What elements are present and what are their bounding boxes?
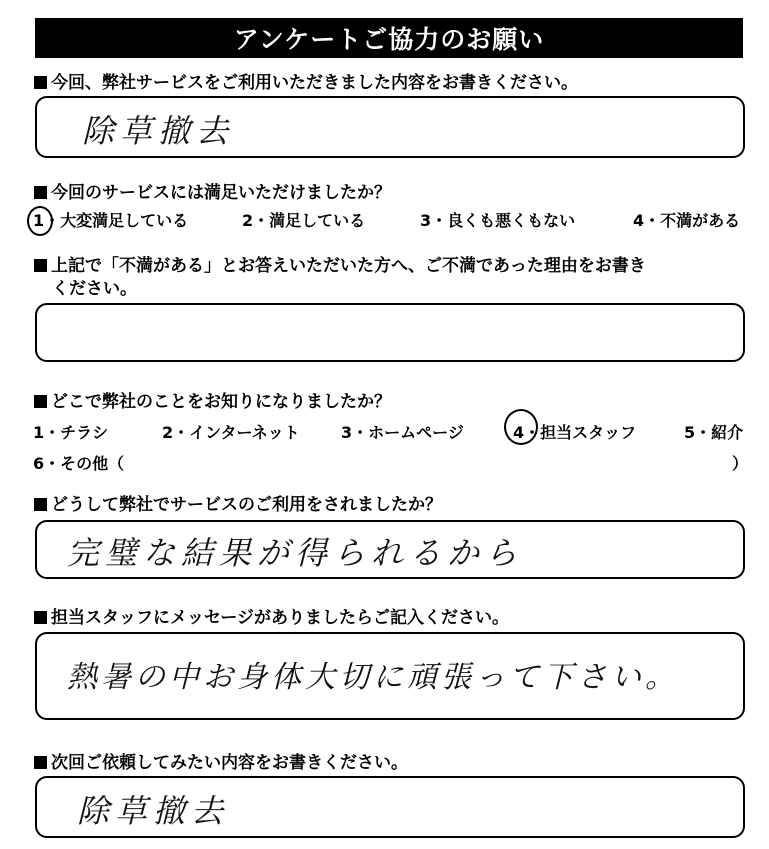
satisfaction-option-1[interactable]: 1・大変満足している (33, 211, 189, 230)
question-1-label: 今回、弊社サービスをご利用いただきました内容をお書きください。 (51, 73, 578, 93)
answer-box-3[interactable] (35, 303, 745, 362)
answer-box-1[interactable] (35, 96, 745, 158)
question-4-label: どこで弊社のことをお知りになりましたか？ (51, 392, 391, 412)
survey-title: アンケートご協力のお願い (35, 18, 743, 58)
satisfaction-option-3[interactable]: 3・良くも悪くもない (420, 211, 576, 230)
source-option-2[interactable]: 2・インターネット (162, 423, 300, 442)
satisfaction-option-2[interactable]: 2・満足している (242, 211, 366, 230)
square-bullet-icon (34, 611, 47, 624)
square-bullet-icon (34, 186, 47, 199)
answer-1-handwriting: 除草撤去 (82, 112, 235, 150)
answer-5-handwriting: 完璧な結果が得られるから (67, 534, 524, 572)
satisfaction-option-4[interactable]: 4・不満がある (633, 211, 741, 230)
answer-box-6[interactable] (35, 632, 745, 720)
question-5 (34, 490, 442, 515)
source-option-3[interactable]: 3・ホームページ (341, 423, 464, 442)
question-1 (34, 68, 578, 93)
question-7 (34, 748, 408, 773)
answer-box-7[interactable] (35, 776, 745, 838)
square-bullet-icon (34, 756, 47, 769)
source-option-other-close: ） (732, 454, 749, 473)
question-5-label: どうして弊社でサービスのご利用をされましたか？ (51, 495, 442, 515)
source-option-other[interactable]: 6・その他（ (33, 454, 125, 473)
source-option-1[interactable]: 1・チラシ (33, 423, 109, 442)
answer-box-5[interactable] (35, 520, 745, 579)
square-bullet-icon (34, 259, 47, 272)
question-2-label: 今回のサービスには満足いただけましたか？ (51, 183, 391, 203)
question-2 (34, 178, 391, 203)
question-6-label: 担当スタッフにメッセージがありましたらご記入ください。 (51, 608, 509, 628)
question-4 (34, 387, 391, 412)
square-bullet-icon (34, 395, 47, 408)
source-option-4[interactable]: 4・担当スタッフ (513, 423, 637, 442)
question-3-label-line1: 上記で「不満がある」とお答えいただいた方へ、ご不満であった理由をお書き (51, 256, 646, 276)
question-3-line2: ください。 (52, 279, 137, 299)
question-6 (34, 603, 509, 628)
question-3 (34, 251, 646, 276)
square-bullet-icon (34, 76, 47, 89)
answer-6-handwriting: 熱暑の中お身体大切に頑張って下さい。 (67, 660, 679, 695)
question-7-label: 次回ご依頼してみたい内容をお書きください。 (51, 753, 408, 773)
square-bullet-icon (34, 498, 47, 511)
answer-7-handwriting: 除草撤去 (77, 792, 230, 830)
source-option-5[interactable]: 5・紹介 (684, 423, 744, 442)
